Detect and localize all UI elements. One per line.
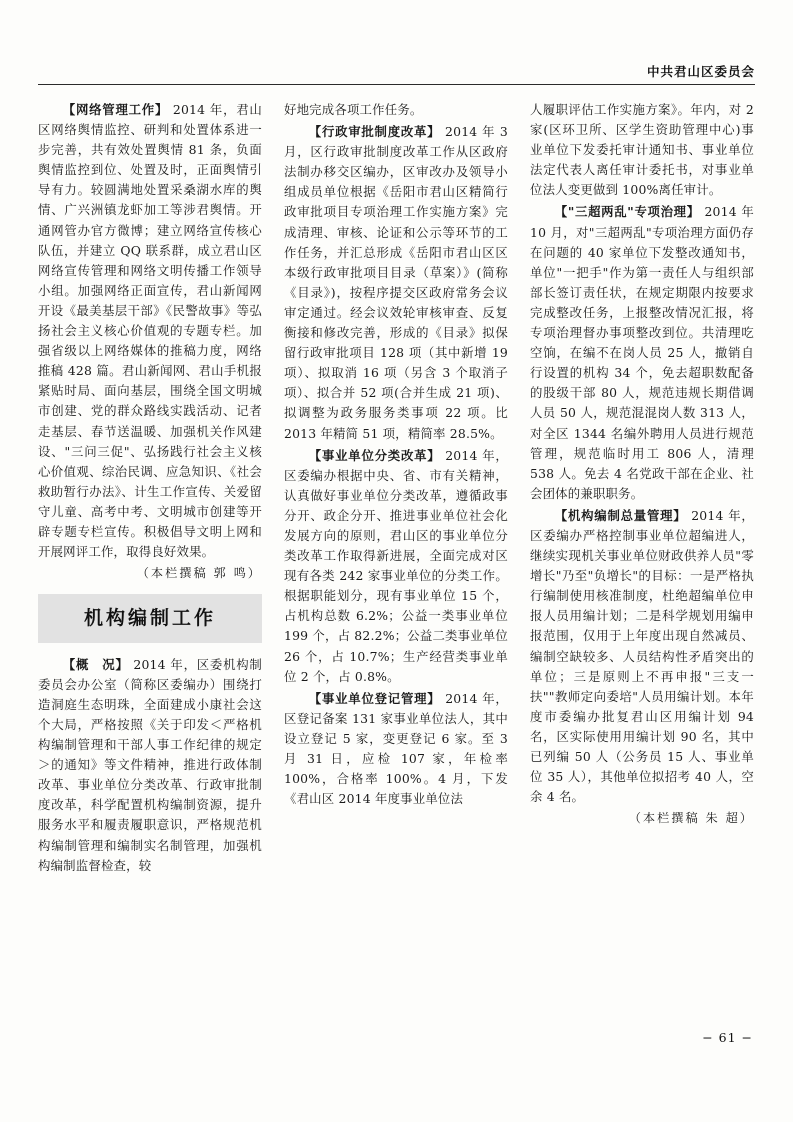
paragraph-text: 2014 年 10 月，对"三超两乱"专项治理方面仍存在问题的 40 家单位下发整改通知书，单位"一把手"作为第一责任人与组织部部长签订责任状，在规定期限内按要求完成整改任务，上报整改情况汇报，将专项治理督办事项整改到位。共清理吃空饷，在编不在岗人员 25 人，撤销自行设置的机构 34 个，免去超职数配备的股级干部 80 人，规范违规长期借调人员 50 人，规范混混岗人数 313 人，对全区 1344 名编外聘用人员进行规范管理，规范临时用工 806 人，清理 538 人。免去 4 名党政干部在企业、社会团体的兼职职务。	[530, 204, 754, 501]
header-divider	[38, 84, 755, 85]
entry-paragraph	[284, 689, 508, 810]
paragraph-text: 2014 年，区委编办根据中央、省、市有关精神，认真做好事业单位分类改革，遵循政事分开、政企分开、推进事业单位社会化发展方向的原则，君山区的事业单位分类改革工作取得新进展，全面完成对区现有各类 242 家事业单位的分类工作。根据职能划分，现有事业单位 15 个，占机构总数 6.2%；公益一类事业单位 199 个，占 82.2%；公益二类事业单位 26 个，占 10.7%；生产经营类事业单位 2 个，占 0.8%。	[284, 447, 509, 684]
body-paragraph	[284, 100, 508, 120]
article-byline: （本栏撰稿 朱 超）	[628, 811, 754, 826]
paragraph-text: 2014 年，区登记备案 131 家事业单位法人，其中设立登记 5 家，变更登记 6 家。至 3 月 31 日，应检 107 家，年检率 100%，合格率 100%。4 月，下发《君山区 2014 年度事业单位法	[284, 690, 509, 807]
column-center	[284, 100, 508, 1060]
entry-paragraph	[284, 446, 508, 687]
entry-title: 【网络管理工作】	[62, 102, 169, 117]
entry-paragraph	[530, 506, 754, 807]
paragraph-text: 2014 年，区委机构制委员会办公室（简称区委编办）围绕打造洞庭生态明珠，全面建成小康社会这个大局，严格按照《关于印发＜严格机构编制管理和干部人事工作纪律的规定＞的通知》等文件精神，推进行政体制改革、事业单位分类改革、行政审批制度改革，科学配置机构编制资源，提升服务水平和履责履职意识，严格规范机构编制管理和编制实名制管理，加强机构编制监督检查，较	[38, 656, 263, 873]
running-header: 中共君山区委员会	[646, 64, 755, 79]
body-paragraph	[530, 100, 754, 200]
entry-title: 【事业单位分类改革】	[308, 447, 441, 463]
text-columns	[38, 100, 755, 1060]
paragraph-text: 2014 年，区委编办严格控制事业单位超编进人，继续实现机关事业单位财政供养人员"零增长"乃至"负增长"的目标：一是严格执行编制使用核准制度，杜绝超编单位申报人员用编计划；二是科学规划用编申报范围，仅用于上年度出现自然减员、编制空缺较多、人员结构性矛盾突出的单位；三是原则上不再申报"三支一扶""教师定向委培"人员用编计划。本年度市委编办批复君山区用编计划 94 名，区实际使用用编计划 90 名，其中已列编 50 人（公务员 15 人、事业单位 35 人），其他单位拟招考 40 人，空余 4 名。	[530, 507, 755, 805]
article-byline: （本栏撰稿 郭 鸣）	[136, 566, 262, 581]
entry-title: 【机构编制总量管理】	[554, 507, 687, 523]
column-right	[530, 100, 754, 1060]
entry-paragraph	[38, 655, 262, 876]
entry-paragraph	[530, 202, 754, 503]
section-heading: 机构编制工作	[38, 594, 262, 643]
paragraph-text: 好地完成各项工作任务。	[284, 102, 423, 117]
paragraph-text: 2014 年 3 月，区行政审批制度改革工作从区政府法制办移交区编办，区审改办及领导小组成员单位根据《岳阳市君山区精简行政审批项目专项治理工作实施方案》完成清理、审核、论证和公示等环节的工作任务，并汇总形成《岳阳市君山区区本级行政审批项目目录（草案）》(简称《目录》)，按程序提交区政府常务会议审定通过。经会议效轮审核审查、反复衡接和修改完善，形成的《目录》拟保留行政审批项目 128 项（其中新增 19 项）、拟取消 16 项（另含 3 个取消子项）、拟合并 52 项(合并生成 21 项)、拟调整为政务服务类事项 22 项。比 2013 年精简 51 项，精简率 28.5%。	[284, 124, 508, 441]
column-left	[38, 100, 262, 1060]
paragraph-text: 2014 年，君山区网络舆情监控、研判和处置体系进一步完善，共有效处置舆情 81 条，负面舆情监控到位、处置及时，正面舆情引导有力。较圆满地处置采桑湖水库的舆情、广兴洲镇龙虾加工等涉君舆情。开通网管办官方微博；建立网络宣传核心队伍，并建立 QQ 联系群，成立君山区网络宣传管理和网络文明传播工作领导小组。加强网络正面宣传，君山新闻网开设《最美基层干部》《民警故事》等弘扬社会主义核心价值观的专题专栏。加强省级以上网络媒体的推稿力度，网络推稿 428 篇。君山新闻网、君山手机报紧贴时局、面向基层，围绕全国文明城市创建、党的群众路线实践活动、记者走基层、春节送温暖、加强机关作风建设、"三问三促"、弘扬践行社会主义核心价值观、综治民调、应急知识、《社会救助暂行办法》、计生工作宣传、关爱留守儿童、高考中考、文明城市创建等开辟专题专栏宣传。积极倡导文明上网和开展网评工作，取得良好效果。	[38, 102, 262, 560]
paragraph-text: 人履职评估工作实施方案》。年内，对 2 家(区环卫所、区学生资助管理中心)事业单位下发委托审计通知书、事业单位法定代表人离任审计委托书，对事业单位法人变更做到 100%离任审计。	[530, 102, 754, 198]
entry-title: 【事业单位登记管理】	[308, 690, 441, 706]
entry-paragraph	[284, 122, 508, 444]
entry-title: 【行政审批制度改革】	[308, 124, 441, 140]
entry-title: 【概 况】	[62, 656, 129, 672]
entry-paragraph	[38, 100, 262, 562]
page-number: − 61 −	[702, 1030, 753, 1045]
entry-title: 【"三超两乱"专项治理】	[554, 204, 700, 220]
